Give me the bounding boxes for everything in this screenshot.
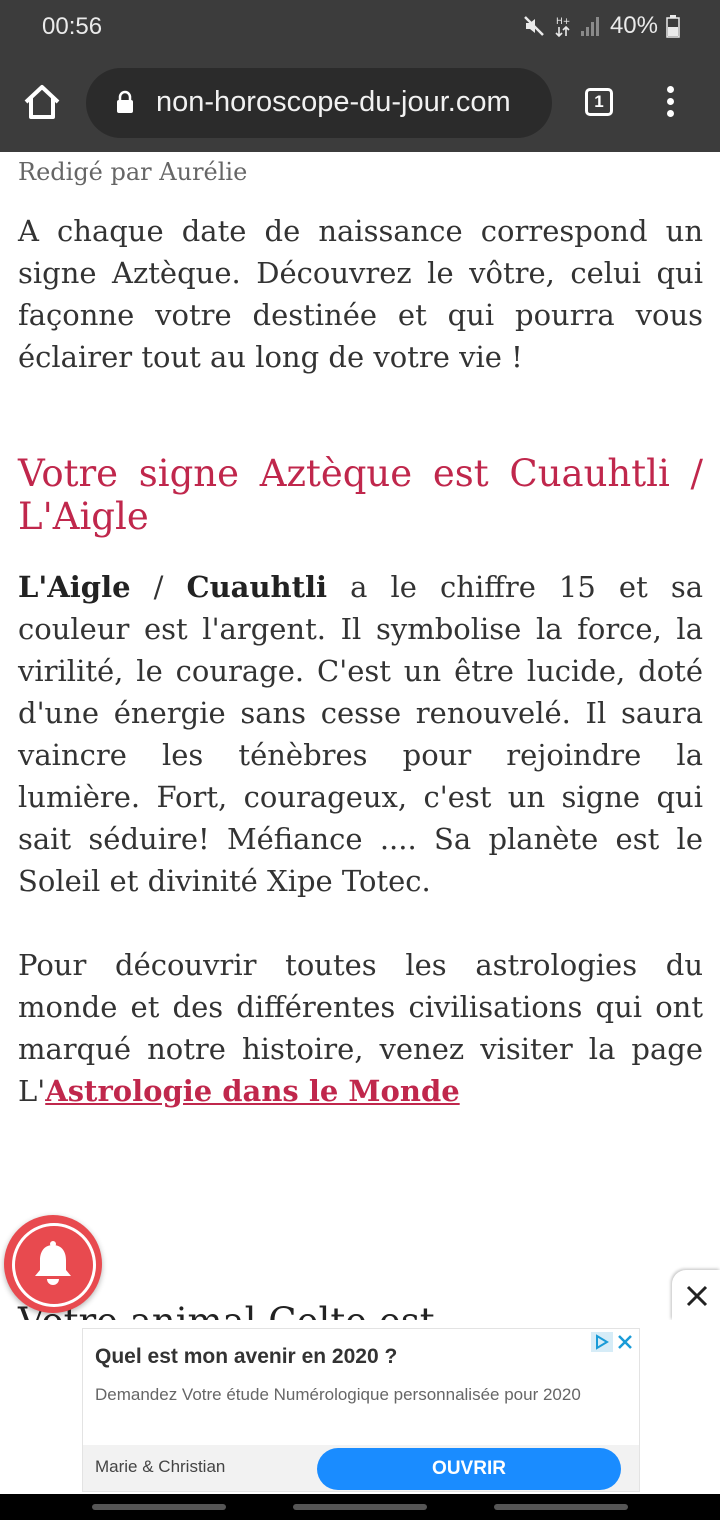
ad-card[interactable] — [82, 1328, 640, 1492]
more-paragraph — [18, 944, 703, 1112]
signal-icon — [580, 14, 602, 38]
more-text: Pour découvrir toutes les astrologies du monde et des différentes civilisations qui ont marqué notre histoire, venez visiter la page L' — [18, 948, 703, 1108]
battery-percent: 40% — [609, 12, 658, 39]
data-arrows-icon — [554, 14, 572, 38]
browser-toolbar — [0, 56, 720, 152]
nav-home[interactable] — [293, 1504, 427, 1510]
sign-description — [18, 566, 703, 902]
home-icon[interactable] — [22, 82, 62, 122]
nav-back[interactable] — [494, 1504, 628, 1510]
sign-separator: / — [130, 570, 187, 604]
tab-switcher-button[interactable]: 1 — [585, 88, 613, 116]
intro-paragraph: A chaque date de naissance correspond un signe Aztèque. Découvrez le vôtre, celui qui façonne votre destinée et qui pourra vous éclairer tout au long de votre vie ! — [18, 214, 703, 374]
battery-icon — [666, 14, 680, 38]
ad-title: Quel est mon avenir en 2020 ? — [95, 1345, 398, 1368]
sign-name-aztec: Cuauhtli — [186, 570, 328, 604]
sign-name-french: L'Aigle — [18, 570, 131, 604]
astrology-world-link[interactable]: Astrologie dans le Monde — [45, 1074, 460, 1108]
status-bar — [0, 0, 720, 56]
adchoices-icon — [591, 1332, 613, 1352]
ad-advertiser: Marie & Christian — [95, 1457, 226, 1476]
svg-text:H+: H+ — [555, 17, 571, 27]
sign-description-text: a le chiffre 15 et sa couleur est l'argent. Il symbolise la force, la virilité, le courage. C'est un être lucide, doté d'une énergie sans cesse renouvelé. Il saura vaincre les ténèbres pour rejoindre la lumière. Fort, courageux, c'est un signe qui sait séduire! Méfiance .... Sa planète est le Soleil et divinité Xipe Totec. — [18, 570, 703, 898]
ad-footer — [83, 1445, 639, 1491]
ad-banner — [0, 1320, 720, 1494]
mute-icon — [522, 14, 546, 38]
author-byline: Redigé par Aurélie — [18, 158, 248, 186]
bell-icon — [29, 1239, 77, 1289]
status-time: 00:56 — [42, 13, 103, 40]
status-icons — [522, 12, 680, 40]
ad-open-button[interactable]: OUVRIR — [317, 1448, 621, 1490]
url-text: non-horoscope-du-jour.com — [156, 86, 511, 118]
cut-heading — [18, 1300, 678, 1320]
system-nav-bar — [0, 1494, 720, 1520]
nav-recent[interactable] — [92, 1504, 226, 1510]
ad-close-button[interactable] — [672, 1270, 720, 1320]
adchoices[interactable] — [589, 1331, 637, 1353]
more-vertical-icon[interactable] — [663, 86, 677, 120]
notification-bell-button[interactable] — [4, 1215, 102, 1313]
sign-heading: Votre signe Aztèque est Cuauhtli / L'Aigle — [18, 452, 703, 538]
close-icon — [686, 1285, 708, 1307]
ad-dismiss-icon[interactable] — [615, 1332, 635, 1352]
address-bar[interactable] — [86, 68, 552, 138]
lock-icon — [116, 90, 134, 114]
ad-description: Demandez Votre étude Numérologique personnalisée pour 2020 — [95, 1385, 581, 1404]
